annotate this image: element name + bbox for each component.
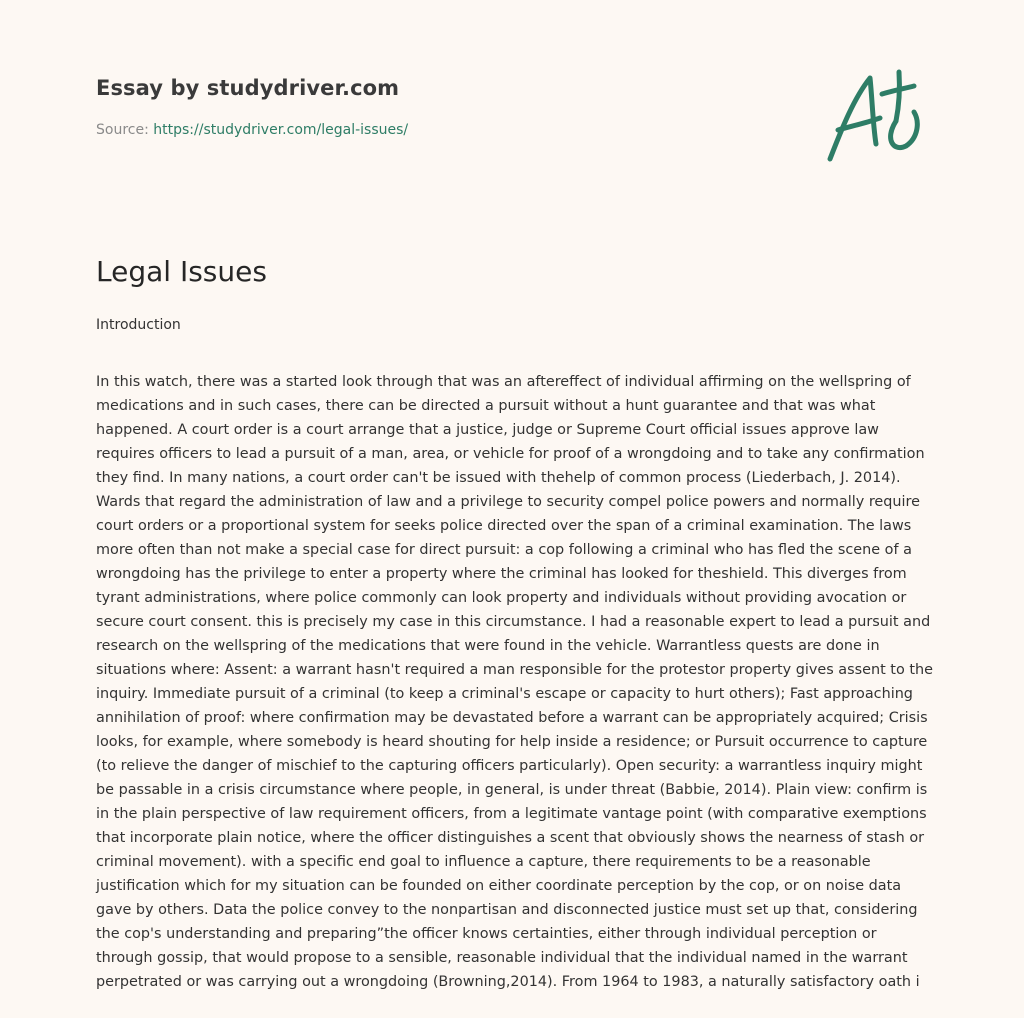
section-heading: Introduction bbox=[96, 317, 181, 333]
source-link[interactable]: https://studydriver.com/legal-issues/ bbox=[153, 122, 409, 138]
essay-header bbox=[96, 76, 796, 138]
brand-name: Essay by studydriver.com bbox=[96, 76, 400, 100]
a-plus-logo-icon bbox=[820, 66, 930, 166]
essay-body: In this watch, there was a started look through that was an aftereffect of individual affirming on the wellspring of medications and in such cases, there can be directed a pursuit without a hunt guarantee and that was what happened. A court order is a court arrange that a justice, judge or Supreme Court official issues approve law requires officers to lead a pursuit of a man, area, or vehicle for proof of a wrongdoing and to take any confirmation they find. In many nations, a court order can't be issued with thehelp of common process (Liederbach, J. 2014). Wards that regard the administration of law and a privilege to security compel police powers and normally require court orders or a proportional system for seeks police directed over the span of a criminal examination. The laws more often than not make a special case for direct pursuit: a cop following a criminal who has fled the scene of a wrongdoing has the privilege to enter a property where the criminal has looked for theshield. This diverges from tyrant administrations, where police commonly can look property and individuals without providing avocation or secure court consent. this is precisely my case in this circumstance. I had a reasonable expert to lead a pursuit and research on the wellspring of the medications that were found in the vehicle. Warrantless quests are done in situations where: Assent: a warrant hasn't required a man responsible for the protestor property gives assent to the inquiry. Immediate pursuit of a criminal (to keep a criminal's escape or capacity to hurt others); Fast approaching annihilation of proof: where confirmation may be devastated before a warrant can be appropriately acquired; Crisis looks, for example, where somebody is heard shouting for help inside a residence; or Pursuit occurrence to capture (to relieve the danger of mischief to the capturing officers particularly). Open security: a warrantless inquiry might be passable in a crisis circumstance where people, in general, is under threat (Babbie, 2014). Plain view: confirm is in the plain perspective of law requirement officers, from a legitimate vantage point (with comparative exemptions that incorporate plain notice, where the officer distinguishes a scent that obviously shows the nearness of stash or criminal movement). with a specific end goal to influence a capture, there requirements to be a reasonable justification which for my situation can be founded on either coordinate perception by the cop, or on noise data gave by others. Data the police convey to the nonpartisan and disconnected justice must set up that, considering the cop's understanding and preparing”the officer knows certainties, either through individual perception or through gossip, that would propose to a sensible, reasonable individual that the individual named in the warrant perpetrated or was carrying out a wrongdoing (Browning,2014). From 1964 to 1983, a naturally satisfactory oath i bbox=[96, 374, 933, 991]
source-label: Source: bbox=[96, 122, 149, 138]
source-line bbox=[96, 122, 796, 138]
page-title: Legal Issues bbox=[96, 255, 267, 288]
